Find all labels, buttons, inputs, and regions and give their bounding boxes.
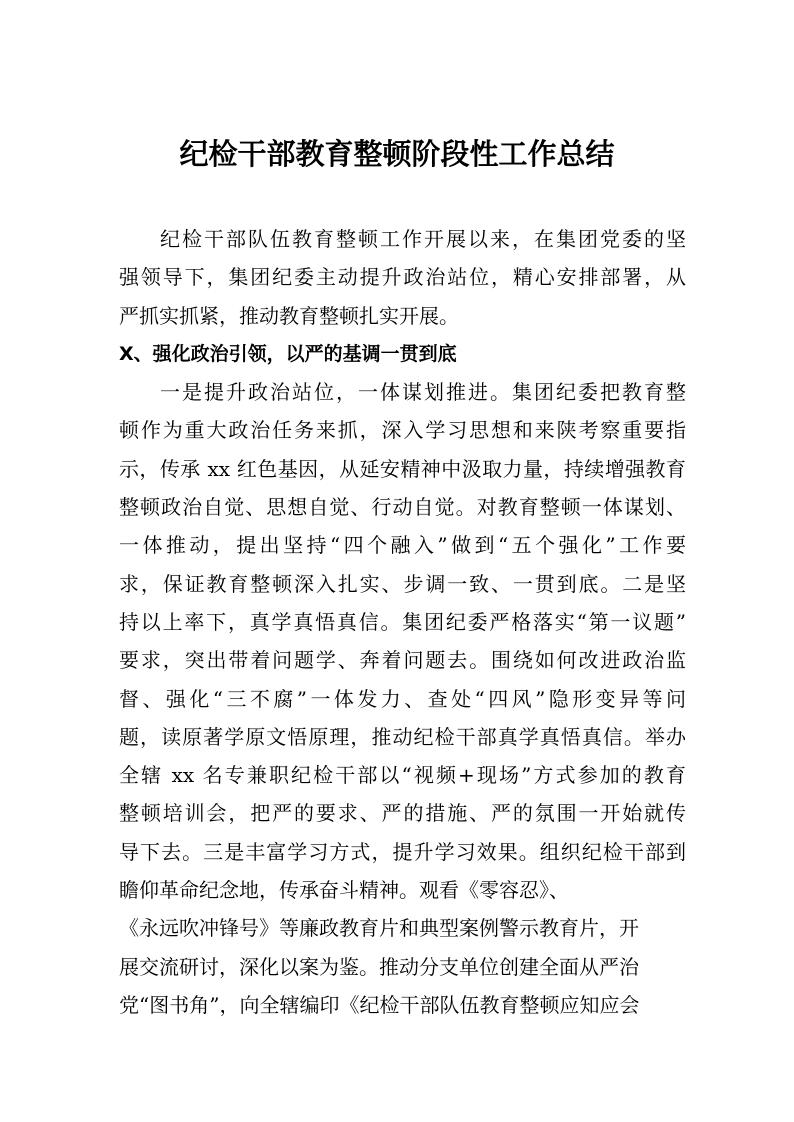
- paragraph-line: 题，读原著学原文悟原理，推动纪检干部真学真悟真信。举办: [119, 724, 686, 749]
- paragraph-line: 顿作为重大政治任务来抓，深入学习思想和来陕考察重要指: [119, 418, 686, 443]
- paragraph-line: 督、强化“三不腐”一体发力、查处“四风”隐形变异等问: [119, 686, 686, 711]
- paragraph-line: 整顿培训会，把严的要求、严的措施、严的氛围一开始就传: [119, 801, 686, 826]
- paragraph-line: 纪检干部队伍教育整顿工作开展以来，在集团党委的坚: [160, 227, 686, 251]
- paragraph-line: 要求，突出带着问题学、奔着问题去。围绕如何改进政治监: [119, 648, 686, 673]
- document-title: 纪检干部教育整顿阶段性工作总结: [179, 137, 615, 171]
- paragraph-line: 求，保证教育整顿深入扎实、步调一致、一贯到底。二是坚: [119, 571, 686, 596]
- paragraph-line: 展交流研讨，深化以案为鉴。推动分支单位创建全面从严治: [119, 954, 639, 979]
- paragraph-line: 全辖 xx 名专兼职纪检干部以“视频+现场”方式参加的教育: [119, 763, 686, 788]
- paragraph-line: 一是提升政治站位，一体谋划推进。集团纪委把教育整: [160, 380, 686, 405]
- paragraph-line: 严抓实抓紧，推动教育整顿扎实开展。: [119, 303, 459, 328]
- paragraph-line: 瞻仰革命纪念地，传承奋斗精神。观看《零容忍》、: [119, 878, 569, 903]
- paragraph-line: 一体推动，提出坚持“四个融入”做到“五个强化”工作要: [119, 533, 686, 558]
- paragraph-line: 整顿政治自觉、思想自觉、行动自觉。对教育整顿一体谋划、: [119, 495, 686, 520]
- paragraph-line: 《永远吹冲锋号》等廉政教育片和典型案例警示教育片，开: [119, 916, 639, 941]
- paragraph-line: 示，传承 xx 红色基因，从延安精神中汲取力量，持续增强教育: [119, 456, 686, 481]
- document-body: [119, 220, 686, 1024]
- paragraph-line: 党“图书角”，向全辖编印《纪检干部队伍教育整顿应知应会: [119, 992, 640, 1017]
- paragraph-line: 导下去。三是丰富学习方式，提升学习效果。组织纪检干部到: [119, 839, 686, 864]
- paragraph-line: 持以上率下，真学真悟真信。集团纪委严格落实“第一议题”: [119, 609, 686, 634]
- section-heading: X、强化政治引领，以严的基调一贯到底: [119, 342, 457, 365]
- paragraph-line: 强领导下，集团纪委主动提升政治站位，精心安排部署，从: [119, 265, 686, 290]
